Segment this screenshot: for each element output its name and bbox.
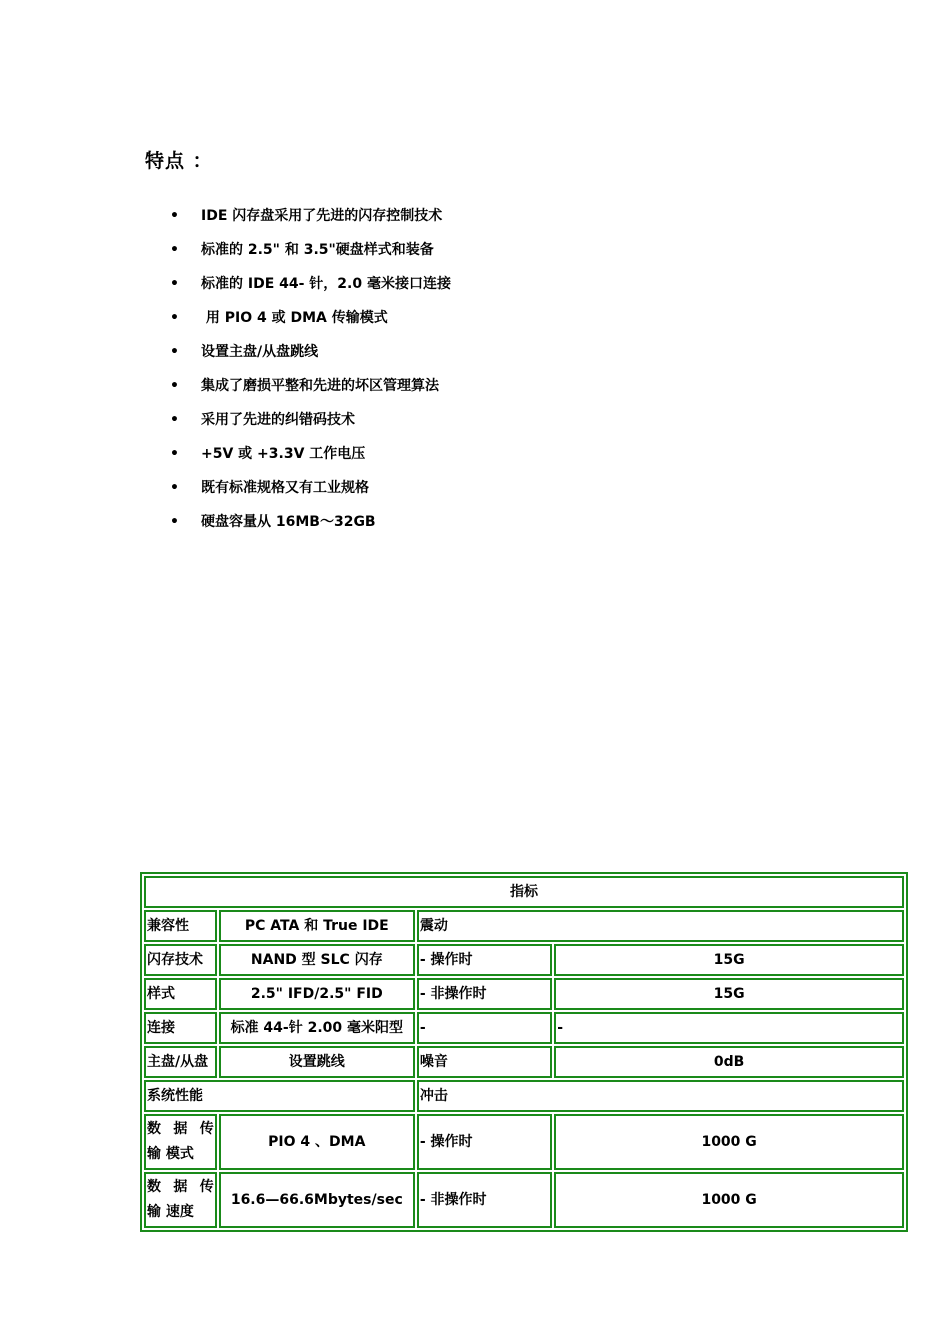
feature-text: 既有标准规格又有工业规格	[201, 480, 369, 496]
bullet-icon: •	[170, 514, 179, 530]
table-row	[144, 910, 904, 942]
row-value: 2.5" IFD/2.5" FID	[219, 978, 415, 1010]
row-label: 数 据 传 输 模式	[144, 1114, 217, 1170]
row-sub-label: - 操作时	[417, 1114, 552, 1170]
row-label: 连接	[144, 1012, 217, 1044]
row-label: 样式	[144, 978, 217, 1010]
feature-text: 集成了磨损平整和先进的坏区管理算法	[201, 378, 439, 394]
bullet-icon: •	[170, 412, 179, 428]
row-sub-value: 0dB	[554, 1046, 904, 1078]
table-row	[144, 1012, 904, 1044]
bullet-icon: •	[170, 242, 179, 258]
bullet-icon: •	[170, 310, 179, 326]
row-sub-value: -	[554, 1012, 904, 1044]
row-label: 闪存技术	[144, 944, 217, 976]
row-sub-label: - 非操作时	[417, 978, 552, 1010]
bullet-icon: •	[170, 446, 179, 462]
table-header-row	[144, 876, 904, 908]
table-row	[144, 1080, 904, 1112]
feature-text: 标准的 IDE 44- 针，2.0 毫米接口连接	[201, 276, 451, 292]
bullet-icon: •	[170, 276, 179, 292]
table-row	[144, 944, 904, 976]
row-sub-value: 15G	[554, 944, 904, 976]
feature-text: 标准的 2.5" 和 3.5"硬盘样式和装备	[201, 242, 434, 258]
table-header: 指标	[144, 876, 904, 908]
row-value: 设置跳线	[219, 1046, 415, 1078]
feature-text: 用 PIO 4 或 DMA 传输模式	[201, 310, 388, 326]
section-heading: 特点 ：	[145, 150, 213, 172]
row-sub-label: - 非操作时	[417, 1172, 552, 1228]
feature-text: 硬盘容量从 16MB～32GB	[201, 514, 376, 530]
row-value: PIO 4 、DMA	[219, 1114, 415, 1170]
bullet-icon: •	[170, 480, 179, 496]
bullet-icon: •	[170, 378, 179, 394]
feature-text: 采用了先进的纠错码技术	[201, 412, 355, 428]
row-value: 16.6—66.6Mbytes/sec	[219, 1172, 415, 1228]
row-value: NAND 型 SLC 闪存	[219, 944, 415, 976]
row-sub-value: 1000 G	[554, 1114, 904, 1170]
row-label: 兼容性	[144, 910, 217, 942]
table-row	[144, 1114, 904, 1170]
row-sub-value: 1000 G	[554, 1172, 904, 1228]
spec-table	[140, 872, 908, 1232]
row-sub-label: -	[417, 1012, 552, 1044]
row-sub-label: 冲击	[417, 1080, 904, 1112]
table-row	[144, 1046, 904, 1078]
row-label: 数 据 传 输 速度	[144, 1172, 217, 1228]
bullet-icon: •	[170, 344, 179, 360]
row-sub-label: 震动	[417, 910, 904, 942]
bullet-icon: •	[170, 208, 179, 224]
row-value: PC ATA 和 True IDE	[219, 910, 415, 942]
row-sub-label: - 操作时	[417, 944, 552, 976]
row-sub-label: 噪音	[417, 1046, 552, 1078]
feature-text: IDE 闪存盘采用了先进的闪存控制技术	[201, 208, 443, 224]
table-row	[144, 1172, 904, 1228]
row-label: 系统性能	[144, 1080, 415, 1112]
row-value: 标准 44-针 2.00 毫米阳型	[219, 1012, 415, 1044]
feature-text: 设置主盘/从盘跳线	[201, 344, 319, 360]
table-row	[144, 978, 904, 1010]
feature-text: +5V 或 +3.3V 工作电压	[201, 446, 366, 462]
row-sub-value: 15G	[554, 978, 904, 1010]
row-label: 主盘/从盘	[144, 1046, 217, 1078]
